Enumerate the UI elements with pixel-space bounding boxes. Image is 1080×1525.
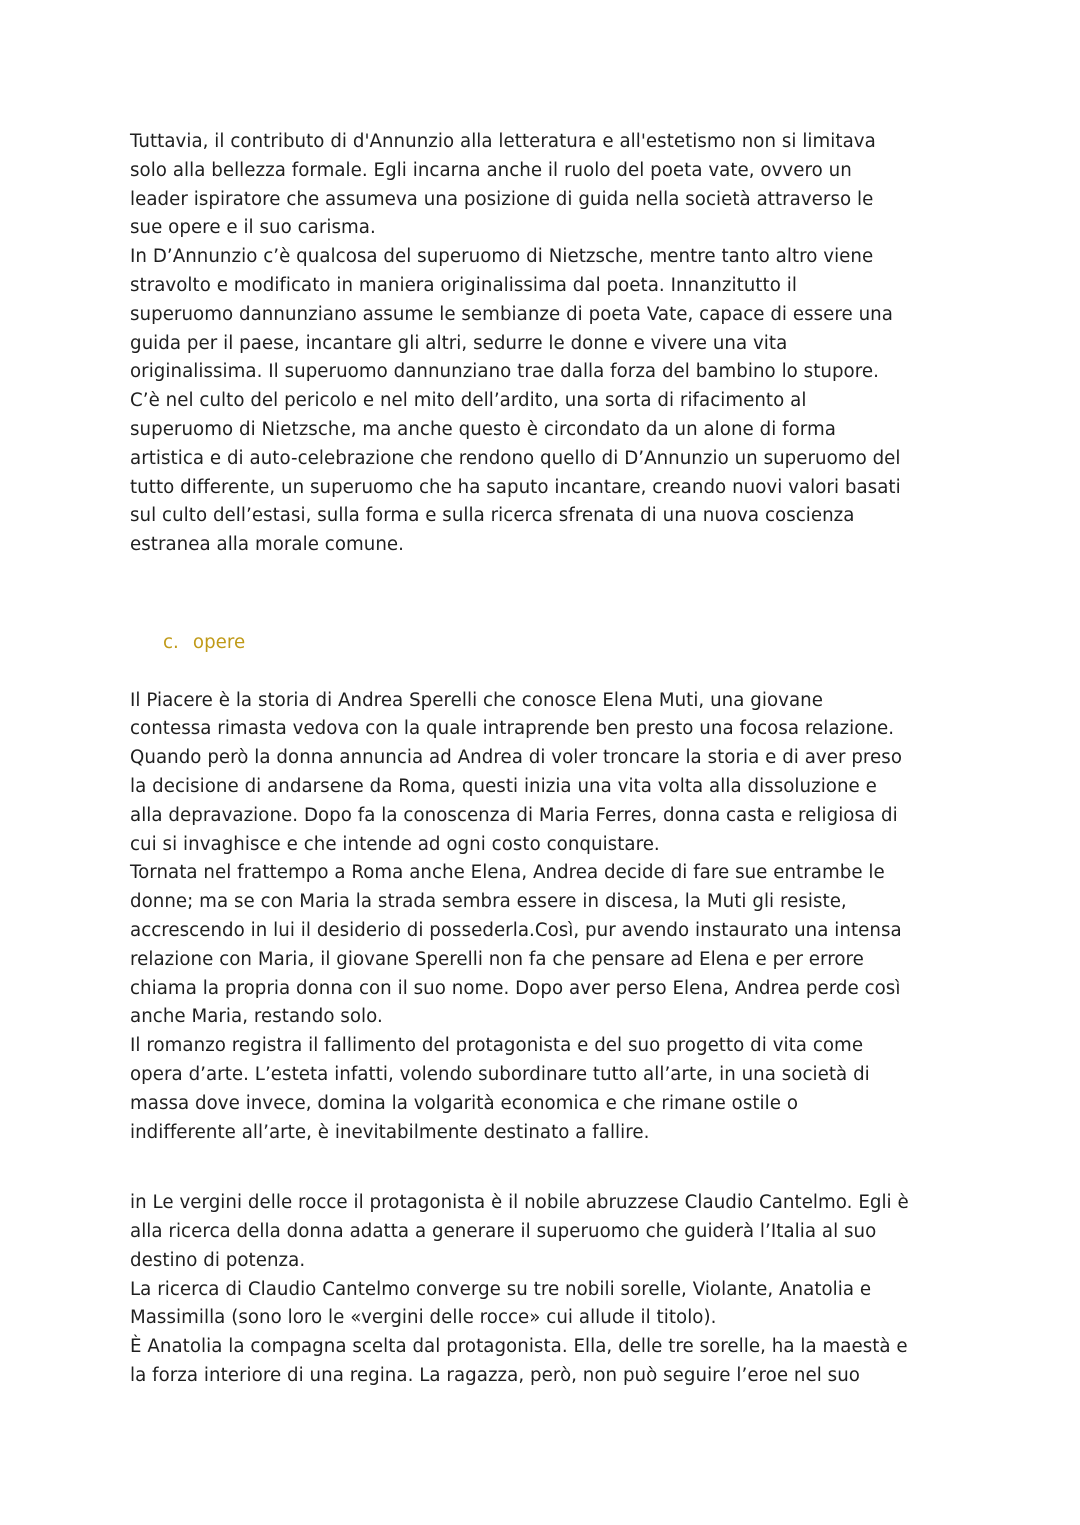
text-line: opera d’arte. L’esteta infatti, volendo subordinare tutto all’arte, in una società di: [130, 1063, 870, 1085]
text-line: C’è nel culto del pericolo e nel mito dell’ardito, una sorta di rifacimento al: [130, 390, 807, 412]
text-line: in Le vergini delle rocce il protagonista è il nobile abruzzese Claudio Cantelmo. Egli è: [130, 1192, 909, 1214]
spacer: [130, 560, 960, 617]
text-line: È Anatolia la compagna scelta dal protagonista. Ella, delle tre sorelle, ha la maestà e: [130, 1336, 908, 1358]
text-line: Tornata nel frattempo a Roma anche Elena, Andrea decide di fare sue entrambe le: [130, 862, 885, 884]
text-line: Quando però la donna annuncia ad Andrea di voler troncare la storia e di aver preso: [130, 747, 903, 769]
text-line: contessa rimasta vedova con la quale intraprende ben presto una focosa relazione.: [130, 718, 895, 740]
text-line: superuomo dannunziano assume le sembianze di poeta Vate, capace di essere una: [130, 303, 893, 325]
text-line: originalissima. Il superuomo dannunziano trae dalla forza del bambino lo stupore.: [130, 361, 879, 383]
text-line: la forza interiore di una regina. La ragazza, però, non può seguire l’eroe nel suo: [130, 1365, 860, 1387]
text-line: artistica e di auto-celebrazione che rendono quello di D’Annunzio un superuomo del: [130, 447, 901, 469]
text-line: Tuttavia, il contributo di d'Annunzio alla letteratura e all'estetismo non si limitava: [130, 131, 876, 152]
list-marker: c.: [163, 631, 179, 653]
text-line: alla depravazione. Dopo fa la conoscenza di Maria Ferres, donna casta e religiosa di: [130, 804, 898, 826]
text-line: chiama la propria donna con il suo nome. Dopo aver perso Elena, Andrea perde così: [130, 977, 901, 999]
text-line: alla ricerca della donna adatta a generare il superuomo che guiderà l’Italia al suo: [130, 1221, 877, 1243]
text-line: guida per il paese, incantare gli altri, sedurre le donne e vivere una vita: [130, 332, 788, 354]
text-line: La ricerca di Claudio Cantelmo converge su tre nobili sorelle, Violante, Anatolia e: [130, 1278, 872, 1300]
text-line: cui si invaghisce e che intende ad ogni costo conquistare.: [130, 833, 660, 855]
text-line: accrescendo in lui il desiderio di possederla.Così, pur avendo instaurato una intensa: [130, 919, 902, 941]
text-line: Il romanzo registra il fallimento del protagonista e del suo progetto di vita come: [130, 1035, 864, 1057]
section-heading-opere: [130, 629, 960, 658]
text-line: Il Piacere è la storia di Andrea Sperelli che conosce Elena Muti, una giovane: [130, 689, 823, 711]
text-line: relazione con Maria, il giovane Sperelli non fa che pensare ad Elena e per errore: [130, 948, 864, 970]
paragraph-il-piacere: [130, 687, 960, 1148]
text-line: sue opere e il suo carisma.: [130, 217, 376, 239]
document-page: [130, 128, 960, 1391]
text-line: la decisione di andarsene da Roma, questi inizia una vita volta alla dissoluzione e: [130, 775, 877, 797]
text-line: anche Maria, restando solo.: [130, 1006, 383, 1028]
text-line: massa dove invece, domina la volgarità economica e che rimane ostile o: [130, 1092, 798, 1114]
text-line: superuomo di Nietzsche, ma anche questo è circondato da un alone di forma: [130, 418, 836, 440]
text-line: solo alla bellezza formale. Egli incarna anche il ruolo del poeta vate, ovvero un: [130, 159, 852, 181]
section-title: opere: [192, 631, 246, 653]
paragraph-dannunzio-superuomo: [130, 128, 960, 560]
text-line: leader ispiratore che assumeva una posizione di guida nella società attraverso le: [130, 188, 874, 210]
spacer: [130, 658, 960, 687]
text-line: indifferente all’arte, è inevitabilmente destinato a fallire.: [130, 1121, 650, 1143]
text-line: tutto differente, un superuomo che ha saputo incantare, creando nuovi valori basati: [130, 476, 901, 498]
text-line: In D’Annunzio c’è qualcosa del superuomo di Nietzsche, mentre tanto altro viene: [130, 246, 874, 268]
text-line: estranea alla morale comune.: [130, 534, 404, 556]
spacer: [130, 1147, 960, 1189]
text-line: destino di potenza.: [130, 1249, 306, 1271]
spacer: [130, 617, 960, 629]
text-line: stravolto e modificato in maniera originalissima dal poeta. Innanzitutto il: [130, 274, 797, 296]
text-line: sul culto dell’estasi, sulla forma e sulla ricerca sfrenata di una nuova coscienza: [130, 505, 855, 527]
text-line: Massimilla (sono loro le «vergini delle rocce» cui allude il titolo).: [130, 1307, 717, 1329]
paragraph-vergini-delle-rocce: [130, 1189, 960, 1391]
text-line: donne; ma se con Maria la strada sembra essere in discesa, la Muti gli resiste,: [130, 891, 847, 913]
